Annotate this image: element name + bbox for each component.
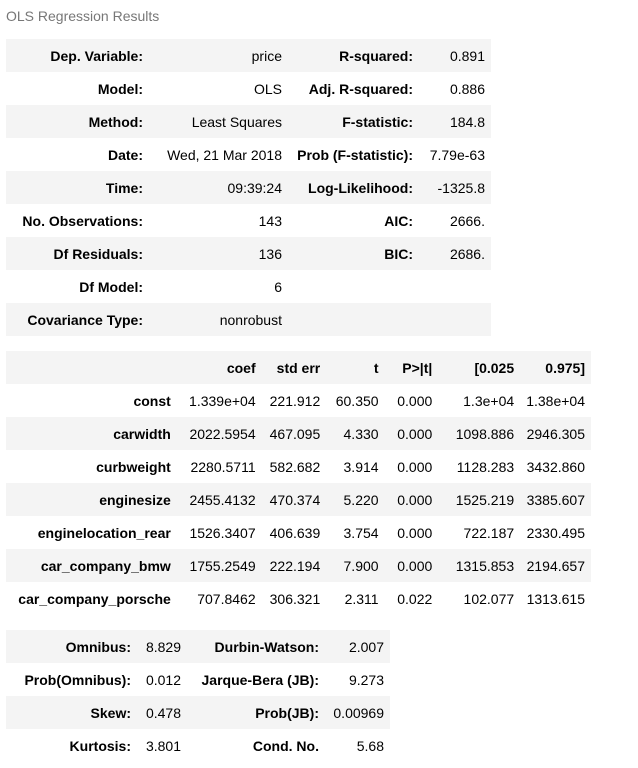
ci-lower-value: 1525.219: [438, 483, 520, 516]
summary-key: Df Residuals:: [6, 237, 149, 270]
std-err-value: 582.682: [269, 458, 321, 475]
ci-upper-value: 1313.615: [526, 590, 585, 607]
ci-upper-value: 2330.495: [526, 524, 585, 541]
coef-value: 2280.5711: [190, 458, 256, 475]
summary-value: [419, 303, 491, 336]
summary-key: Adj. R-squared:: [308, 80, 413, 97]
summary-row: [6, 303, 491, 336]
diagnostic-value: 5.68: [356, 737, 384, 754]
summary-value: 0.886: [449, 80, 485, 97]
diagnostic-key: Prob(JB):: [187, 696, 325, 729]
summary-value: Least Squares: [149, 105, 288, 138]
p-value: 0.000: [385, 549, 439, 582]
summary-key: Prob (F-statistic):: [297, 146, 413, 163]
summary-key: Model:: [97, 80, 143, 97]
diagnostics-table: [6, 630, 390, 762]
variable-name: const: [133, 392, 171, 409]
p-value: 0.000: [397, 524, 433, 541]
summary-key: Time:: [6, 171, 149, 204]
diagnostics-row: [6, 729, 390, 762]
coef-value: 1.339e+04: [189, 392, 256, 409]
t-value: 7.900: [326, 549, 384, 582]
summary-key: Method:: [6, 105, 149, 138]
summary-value: OLS: [253, 80, 282, 97]
ci-upper-value: 3432.860: [526, 458, 585, 475]
coef-value: 1755.2549: [177, 549, 262, 582]
summary-value: 2686.: [419, 237, 491, 270]
column-header-std-err: std err: [262, 351, 327, 384]
coefficient-row: [6, 483, 591, 516]
summary-value: 7.79e-63: [429, 146, 485, 163]
summary-value: [419, 270, 491, 303]
diagnostic-value: 0.00969: [325, 696, 390, 729]
summary-key: No. Observations:: [22, 212, 143, 229]
std-err-value: 467.095: [262, 417, 327, 450]
summary-row: [6, 39, 491, 72]
coefficient-row: [6, 384, 591, 417]
p-value: 0.000: [397, 392, 433, 409]
summary-key: BIC:: [288, 237, 419, 270]
summary-key: Df Model:: [79, 278, 143, 295]
variable-name: carwidth: [6, 417, 177, 450]
ci-lower-value: 1098.886: [438, 417, 520, 450]
summary-key: Dep. Variable:: [6, 39, 149, 72]
coefficient-row: [6, 516, 591, 549]
coefficient-row: [6, 417, 591, 450]
diagnostic-key: Cond. No.: [252, 737, 319, 754]
diagnostic-key: Durbin-Watson:: [187, 630, 325, 663]
diagnostic-value: 8.829: [137, 630, 187, 663]
diagnostic-value: 9.273: [348, 671, 384, 688]
summary-key: AIC:: [384, 212, 413, 229]
ci-upper-value: 1.38e+04: [526, 392, 585, 409]
summary-key: F-statistic:: [288, 105, 419, 138]
coefficients-header-row: [6, 351, 591, 384]
summary-value: 143: [258, 212, 282, 229]
p-value: 0.000: [385, 417, 439, 450]
column-header: [6, 351, 177, 384]
t-value: 3.914: [343, 458, 379, 475]
coefficient-row: [6, 450, 591, 483]
p-value: 0.000: [385, 483, 439, 516]
variable-name: car_company_porsche: [18, 590, 171, 607]
std-err-value: 221.912: [269, 392, 321, 409]
ci-upper-value: 2194.657: [520, 549, 591, 582]
column-header-t: t: [326, 351, 384, 384]
diagnostic-value: 0.012: [145, 671, 181, 688]
summary-table: [6, 39, 491, 336]
coef-value: 1526.3407: [189, 524, 256, 541]
summary-value: price: [149, 39, 288, 72]
summary-value: nonrobust: [149, 303, 288, 336]
ci-lower-value: 722.187: [463, 524, 515, 541]
ci-lower-value: 1.3e+04: [463, 392, 515, 409]
summary-key: Date:: [107, 146, 143, 163]
ci-lower-value: 102.077: [463, 590, 515, 607]
coef-value: 2455.4132: [177, 483, 262, 516]
summary-key: Covariance Type:: [6, 303, 149, 336]
variable-name: enginelocation_rear: [37, 524, 171, 541]
summary-value: 09:39:24: [149, 171, 288, 204]
column-header-ci-upper: 0.975]: [520, 351, 591, 384]
ci-upper-value: 2946.305: [520, 417, 591, 450]
std-err-value: 470.374: [262, 483, 327, 516]
diagnostics-row: [6, 696, 390, 729]
ci-lower-value: 1128.283: [456, 458, 515, 475]
diagnostic-value: 3.801: [145, 737, 181, 754]
coefficient-row: [6, 549, 591, 582]
summary-value: 6: [274, 278, 282, 295]
coef-value: 2022.5954: [177, 417, 262, 450]
coefficient-row: [6, 582, 591, 615]
summary-value: 184.8: [419, 105, 491, 138]
variable-name: car_company_bmw: [6, 549, 177, 582]
diagnostics-row: [6, 630, 390, 663]
table-caption: OLS Regression Results: [6, 8, 160, 24]
summary-row: [6, 72, 491, 105]
diagnostic-key: Skew:: [6, 696, 137, 729]
variable-name: enginesize: [6, 483, 177, 516]
t-value: 2.311: [344, 590, 379, 607]
std-err-value: 406.639: [269, 524, 321, 541]
summary-key: [288, 303, 419, 336]
t-value: 60.350: [335, 392, 379, 409]
summary-row: [6, 171, 491, 204]
summary-row: [6, 204, 491, 237]
variable-name: curbweight: [96, 458, 171, 475]
summary-value: 2666.: [449, 212, 485, 229]
coefficients-table: [6, 351, 591, 615]
diagnostics-row: [6, 663, 390, 696]
p-value: 0.000: [397, 458, 433, 475]
ci-lower-value: 1315.853: [438, 549, 520, 582]
t-value: 3.754: [343, 524, 379, 541]
t-value: 5.220: [326, 483, 384, 516]
summary-row: [6, 105, 491, 138]
diagnostic-value: 2.007: [325, 630, 390, 663]
summary-row: [6, 237, 491, 270]
diagnostic-key: Prob(Omnibus):: [24, 671, 131, 688]
diagnostic-key: Omnibus:: [6, 630, 137, 663]
summary-key: R-squared:: [288, 39, 419, 72]
summary-row: [6, 138, 491, 171]
diagnostic-key: Jarque-Bera (JB):: [201, 671, 319, 688]
summary-value: 136: [149, 237, 288, 270]
t-value: 4.330: [326, 417, 384, 450]
diagnostic-value: 0.478: [137, 696, 187, 729]
std-err-value: 222.194: [262, 549, 327, 582]
column-header-p-value: P>|t|: [385, 351, 439, 384]
summary-key: Log-Likelihood:: [288, 171, 419, 204]
summary-value: -1325.8: [419, 171, 491, 204]
summary-value: 0.891: [419, 39, 491, 72]
summary-row: [6, 270, 491, 303]
coef-value: 707.8462: [197, 590, 256, 607]
diagnostic-key: Kurtosis:: [69, 737, 131, 754]
column-header-coef: coef: [177, 351, 262, 384]
ci-upper-value: 3385.607: [520, 483, 591, 516]
summary-value: Wed, 21 Mar 2018: [167, 146, 282, 163]
p-value: 0.022: [397, 590, 433, 607]
column-header-ci-lower: [0.025: [438, 351, 520, 384]
summary-key: [288, 270, 419, 303]
std-err-value: 306.321: [269, 590, 321, 607]
